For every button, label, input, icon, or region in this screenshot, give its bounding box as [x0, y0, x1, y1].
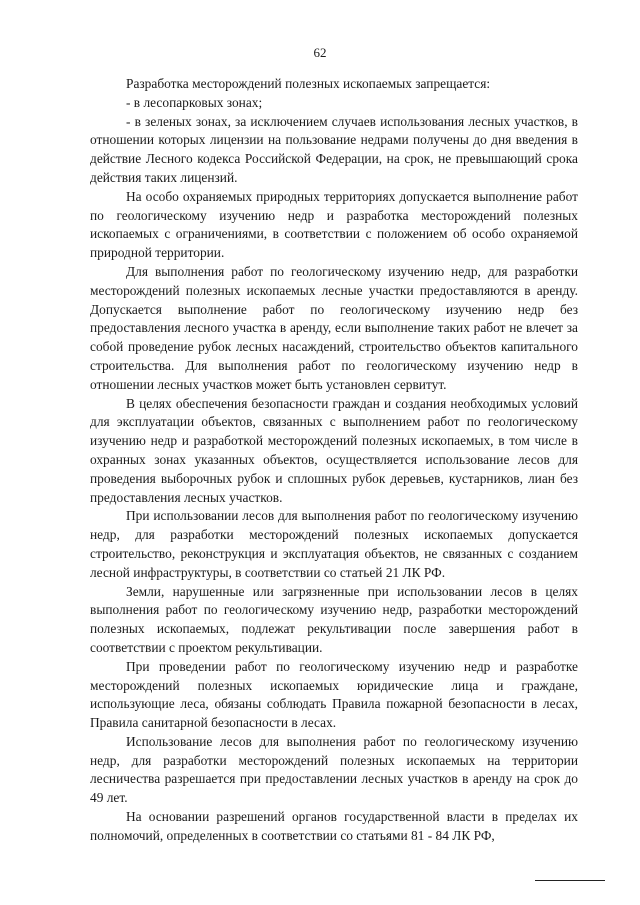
- paragraph-fire-safety: При проведении работ по геологическому изучению недр и разработке месторождений полезных ископаемых юридические лица и граждане, использующие леса, обязаны соблюдать Правила пожарной безопасности в лесах, Правила санитарной безопасности в лесах.: [90, 658, 578, 731]
- text-body: [90, 75, 578, 846]
- paragraph-permissions: На основании разрешений органов государственной власти в пределах их полномочий, определенных в соответствии со статьями 81 - 84 ЛК РФ,: [90, 809, 578, 843]
- page-number: 62: [313, 45, 327, 60]
- paragraph-lease-term: Использование лесов для выполнения работ по геологическому изучению недр, для разработки месторождений полезных ископаемых на территории лесничества разрешается при предоставлении лесных участков в аренду на срок до 49 лет.: [90, 733, 578, 806]
- footer-rule: [535, 880, 605, 881]
- paragraph-lease: Для выполнения работ по геологическому изучению недр, для разработки месторождений полезных ископаемых лесные участки предоставляются в аренду. Допускается выполнение работ по геологическому изучению недр без предоставления лесного участка в аренду, если выполнение таких работ не влечет за собой проведение рубок лесных насаждений, строительство объектов капитального строительства. Для выполнения работ по геологическому изучению недр в отношении лесных участков может быть установлен сервитут.: [90, 263, 578, 392]
- list-item-forest-park-zones: - в лесопарковых зонах;: [126, 94, 263, 110]
- paragraph-recultivation: Земли, нарушенные или загрязненные при использовании лесов в целях выполнения работ по геологическому изучению недр, разработки месторождений полезных ископаемых, подлежат рекультивации после завершения работ в соответствии с проектом рекультивации.: [90, 583, 578, 655]
- paragraph-construction: При использовании лесов для выполнения работ по геологическому изучению недр, для разработки месторождений полезных ископаемых допускается строительство, реконструкция и эксплуатация объектов, не связанных с созданием лесной инфраструктуры, в соответствии со статьей 21 ЛК РФ.: [90, 508, 578, 580]
- paragraph-intro: Разработка месторождений полезных ископаемых запрещается:: [126, 76, 491, 91]
- list-item-green-zones: - в зеленых зонах, за исключением случаев использования лесных участков, в отношении которых лицензии на пользование недрами получены до дня введения в действие Лесного кодекса Российской Федерации, на срок, не превышающий срока действия таких лицензий.: [90, 113, 578, 185]
- paragraph-protected-territories: На особо охраняемых природных территориях допускается выполнение работ по геологическому изучению недр и разработка месторождений полезных ископаемых с ограничениями, в соответствии с положением об особо охраняемой природной территории.: [90, 188, 578, 261]
- paragraph-safety: В целях обеспечения безопасности граждан и создания необходимых условий для эксплуатации объектов, связанных с выполнением работ по геологическому изучению недр и разработкой месторождений полезных ископаемых, в том числе в охранных зонах указанных объектов, осуществляется использование лесов для проведения выборочных рубок и сплошных рубок деревьев, кустарников, лиан без предоставления лесных участков.: [90, 395, 578, 505]
